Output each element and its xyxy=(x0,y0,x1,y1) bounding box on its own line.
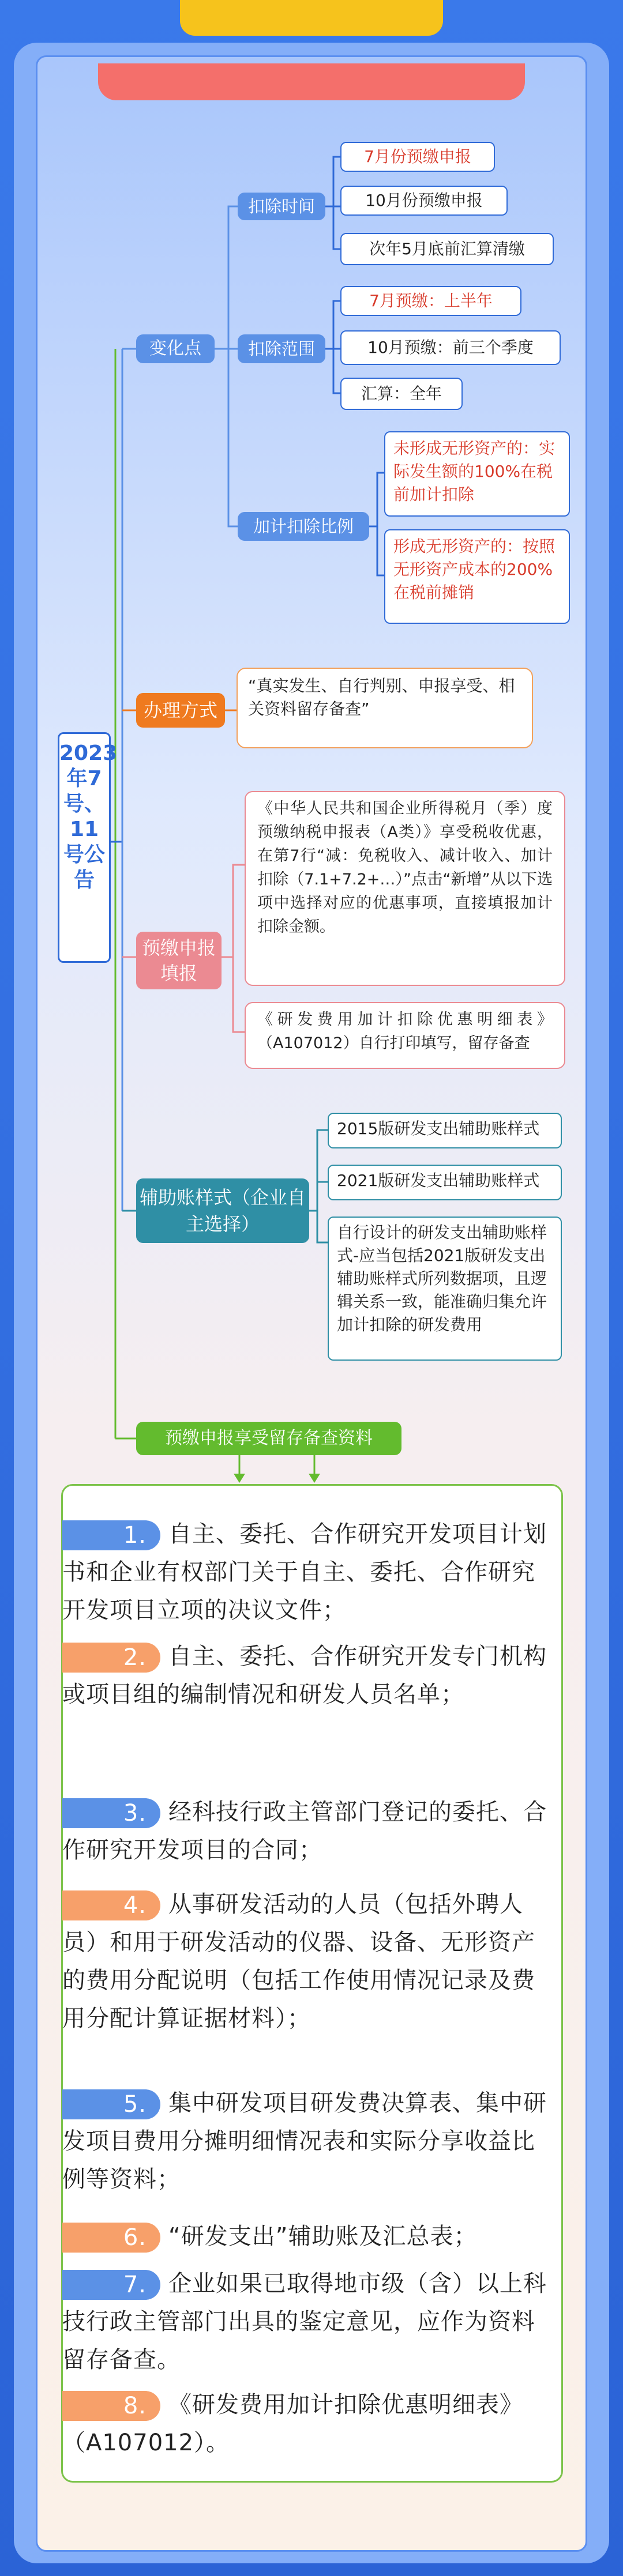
prepay-text-1: 《中华人民共和国企业所得税月（季）度预缴纳税申报表（A类）》享受税收优惠，在第7行“减：免税收入、减计收入、加计扣除（7.1+7.2+…）”点击“新增”从以下选项中选择对应的优惠事项，直接填报加计扣除金额。 xyxy=(245,791,565,986)
main-title: 2023年7号、11号公告 xyxy=(58,732,111,963)
branch-deduction-scope: 扣除范围 xyxy=(238,334,325,363)
doc-text: 《研发费用加计扣除优惠明细表》（A107012）。 xyxy=(62,2392,523,2456)
doc-item-8 xyxy=(62,2386,553,2462)
branch-changes: 变化点 xyxy=(136,334,215,363)
doc-number: 5. xyxy=(62,2089,160,2119)
ratio-item-1: 未形成无形资产的：实际发生额的100%在税前加计扣除 xyxy=(384,431,570,517)
branch-deduction-ratio: 加计扣除比例 xyxy=(238,512,369,541)
doc-text: 经科技行政主管部门登记的委托、合作研究开发项目的合同； xyxy=(62,1799,547,1863)
doc-item-7 xyxy=(62,2265,553,2379)
doc-item-3 xyxy=(62,1793,553,1869)
ledger-item-1: 2015版研发支出辅助账样式 xyxy=(328,1113,562,1148)
doc-item-4 xyxy=(62,1885,553,2038)
ledger-item-3: 自行设计的研发支出辅助账样式-应当包括2021版研发支出辅助账样式所列数据项，且逻辑关系一致，能准确归集允许加计扣除的研发费用 xyxy=(328,1217,562,1361)
scope-item-1: 7月预缴：上半年 xyxy=(340,286,521,316)
doc-item-6 xyxy=(62,2217,553,2255)
time-item-3: 次年5月底前汇算清缴 xyxy=(340,233,554,265)
doc-number: 7. xyxy=(62,2270,160,2300)
time-item-2: 10月份预缴申报 xyxy=(340,186,508,216)
branch-deduction-time: 扣除时间 xyxy=(238,193,325,220)
branch-method: 办理方式 xyxy=(136,693,225,728)
doc-item-5 xyxy=(62,2084,553,2198)
scope-item-2: 10月预缴：前三个季度 xyxy=(340,330,561,365)
doc-text: 自主、委托、合作研究开发项目计划书和企业有权部门关于自主、委托、合作研究开发项目立项的决议文件； xyxy=(62,1521,547,1624)
branch-docs: 预缴申报享受留存备查资料 xyxy=(136,1422,401,1455)
doc-item-2 xyxy=(62,1637,553,1713)
doc-text: 从事研发活动的人员（包括外聘人员）和用于研发活动的仪器、设备、无形资产的费用分配说明（包括工作使用情况记录及费用分配计算证据材料）； xyxy=(62,1891,535,2032)
doc-text: 集中研发项目研发费决算表、集中研发项目费用分摊明细情况表和实际分享收益比例等资料； xyxy=(62,2090,547,2193)
doc-number: 3. xyxy=(62,1798,160,1828)
branch-ledger: 辅助账样式（企业自主选择） xyxy=(136,1178,309,1243)
doc-number: 1. xyxy=(62,1520,160,1550)
method-text: “真实发生、自行判别、申报享受、相关资料留存备查” xyxy=(237,668,533,748)
doc-number: 6. xyxy=(62,2223,160,2253)
doc-number: 8. xyxy=(62,2391,160,2421)
prepay-text-2: 《研发费用加计扣除优惠明细表》（A107012）自行打印填写，留存备查 xyxy=(245,1002,565,1069)
time-item-1: 7月份预缴申报 xyxy=(340,142,495,172)
branch-prepay: 预缴申报填报 xyxy=(136,932,222,989)
ledger-item-2: 2021版研发支出辅助账样式 xyxy=(328,1165,562,1200)
doc-text: 企业如果已取得地市级（含）以上科技行政主管部门出具的鉴定意见，应作为资料留存备查。 xyxy=(62,2270,547,2373)
scope-item-3: 汇算：全年 xyxy=(340,378,463,410)
doc-text: “研发支出”辅助账及汇总表； xyxy=(168,2223,478,2250)
doc-text: 自主、委托、合作研究开发专门机构或项目组的编制情况和研发人员名单； xyxy=(62,1643,547,1708)
doc-item-1 xyxy=(62,1515,553,1629)
ratio-item-2: 形成无形资产的：按照无形资产成本的200%在税前摊销 xyxy=(384,529,570,624)
doc-number: 4. xyxy=(62,1890,160,1920)
doc-number: 2. xyxy=(62,1643,160,1673)
